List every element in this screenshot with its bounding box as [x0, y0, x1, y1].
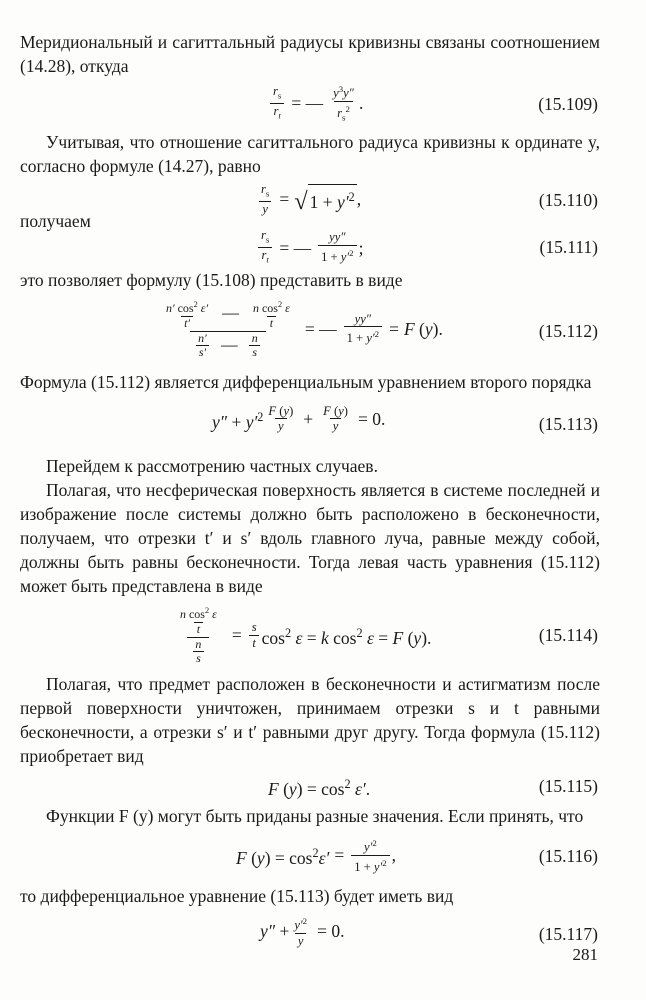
equation-number: (15.116): [538, 846, 598, 866]
equation-15-110: $\frac{r_s}{y}$ = √ $1 + y'^2$ , (15.110): [261, 182, 598, 216]
equation-15-117: y″ + $\frac{y'^2}{y}$ = 0. (15.117): [260, 916, 598, 948]
paragraph-1: Меридиональный и сагиттальный радиусы кривизны связаны соотношением (14.28), откуда: [20, 32, 600, 76]
page-content: [20, 30, 600, 960]
equation-number: (15.113): [538, 414, 598, 434]
paragraph-2: Учитывая, что отношение сагиттального радиуса кривизны к ординате y, согласно формуле (14.27), равно: [20, 132, 600, 176]
paragraph-6: Перейдем к рассмотрению частных случаев.: [46, 456, 378, 476]
paragraph-3: получаем: [20, 211, 91, 231]
paragraph-7: Полагая, что несферическая поверхность является в системе последней и изображение после системы должно быть расположено в бесконечности, получаем, что отрезки t′ и s′ вдоль главного луча, равные между собой, должны быть равны бесконечности. Тогда левая часть уравнения (15.112) может быть представлена в виде: [20, 480, 600, 596]
paragraph-9: Функции F (y) могут быть приданы разные значения. Если принять, что: [46, 806, 584, 826]
equation-15-113: $y'' + y'^2$ $\frac{F (y)}{y}$ + $\frac{F (y)}{y}$ = 0. (15.113): [212, 404, 598, 434]
equation-number: (15.109): [538, 94, 598, 114]
equation-15-115: F $(y) = \cos^2 \varepsilon'$. (15.115): [268, 776, 598, 799]
equation-number: (15.111): [539, 237, 598, 257]
equation-15-109: $\frac{r_s}{r_t}$ = — $\frac{y^3y''}{r_s^2}$ . (15.109): [20, 78, 600, 130]
equation-number: (15.117): [538, 924, 598, 944]
paragraph-10: то дифференциальное уравнение (15.113) будет иметь вид: [20, 886, 454, 906]
paragraph-5: Формула (15.112) является дифференциальным уравнением второго порядка: [20, 372, 592, 392]
page-number: 281: [572, 945, 598, 964]
paragraph-4: это позволяет формулу (15.108) представить в виде: [20, 270, 403, 290]
equation-number: (15.112): [538, 321, 598, 341]
equation-15-111: $\frac{r_s}{r_t}$ = — $\frac{yy''}{1 + y'^2}$ ; (15.111): [20, 226, 600, 268]
equation-number: (15.114): [538, 625, 598, 645]
equation-15-116: F $(y) = \cos^2\varepsilon'$ = $\frac{y'^2}{1 + y'^2}$ , (15.116): [236, 838, 598, 874]
equation-15-114: $\frac{\frac{n \cos^2 \varepsilon}{t}}{\frac{n}{s}}$ = $\frac{s}{t}$ $\cos^2 \varepsilon = k$ $\cos^2 \varepsilon = F$ (y). (15.114): [180, 606, 598, 666]
equation-15-112: $\frac{n' \cos^2 \varepsilon'}{t'}$ — $\frac{n \cos^2 \varepsilon}{t}$ $\frac{n'}{s'}$ — $\frac{n}{s}$ = — $\frac{yy''}{1 + y'^2}$ = F (y). (15.112): [166, 300, 598, 360]
equation-number: (15.115): [538, 776, 598, 796]
equation-number: (15.110): [538, 190, 598, 210]
paragraph-8: Полагая, что предмет расположен в бесконечности и астигматизм после первой поверхности уничтожен, принимаем отрезки s и t равными бесконечности, а отрезки s′ и t′ равными друг другу. Тогда формула (15.112) приобретает вид: [20, 674, 600, 766]
